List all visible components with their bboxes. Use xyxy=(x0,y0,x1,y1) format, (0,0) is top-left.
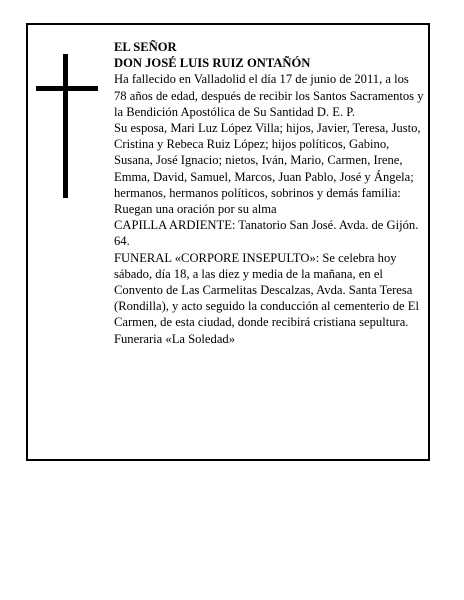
cross-horizontal-bar xyxy=(36,86,98,91)
obituary-text xyxy=(114,39,424,347)
death-announcement: Ha fallecido en Valladolid el día 17 de junio de 2011, a los 78 años de edad, después de recibir los Santos Sacramentos y la Bendición Apostólica de Su Santidad D. E. P. xyxy=(114,72,424,119)
cross-vertical-bar xyxy=(63,54,68,198)
family-list: Su esposa, Mari Luz López Villa; hijos, Javier, Teresa, Justo, Cristina y Rebeca Ruiz López; hijos políticos, Gabino, Susana, José Ignacio; nietos, Iván, Mario, Carmen, Irene, Emma, David, Samuel, Marcos, Juan Pablo, José y Ángela; hermanos, hermanos políticos, sobrinos y demás familia: xyxy=(114,121,421,200)
funeral-details: FUNERAL «CORPORE INSEPULTO»: Se celebra hoy sábado, día 18, a las diez y media de la mañana, en el Convento de Las Carmelitas Descalzas, Avda. Santa Teresa (Rondilla), y acto seguido la conducción al cementerio de El Carmen, de esta ciudad, donde recibirá cristiana sepultura. xyxy=(114,250,419,330)
funeral-home: Funeraria «La Soledad» xyxy=(114,331,235,346)
cross-icon xyxy=(36,54,98,198)
wake-location: CAPILLA ARDIENTE: Tanatorio San José. Avda. de Gijón. 64. xyxy=(114,218,419,249)
prayer-request: Ruegan una oración por su alma xyxy=(114,202,277,217)
deceased-name: DON JOSÉ LUIS RUIZ ONTAÑÓN xyxy=(114,56,311,71)
notice-heading: EL SEÑOR xyxy=(114,40,177,54)
